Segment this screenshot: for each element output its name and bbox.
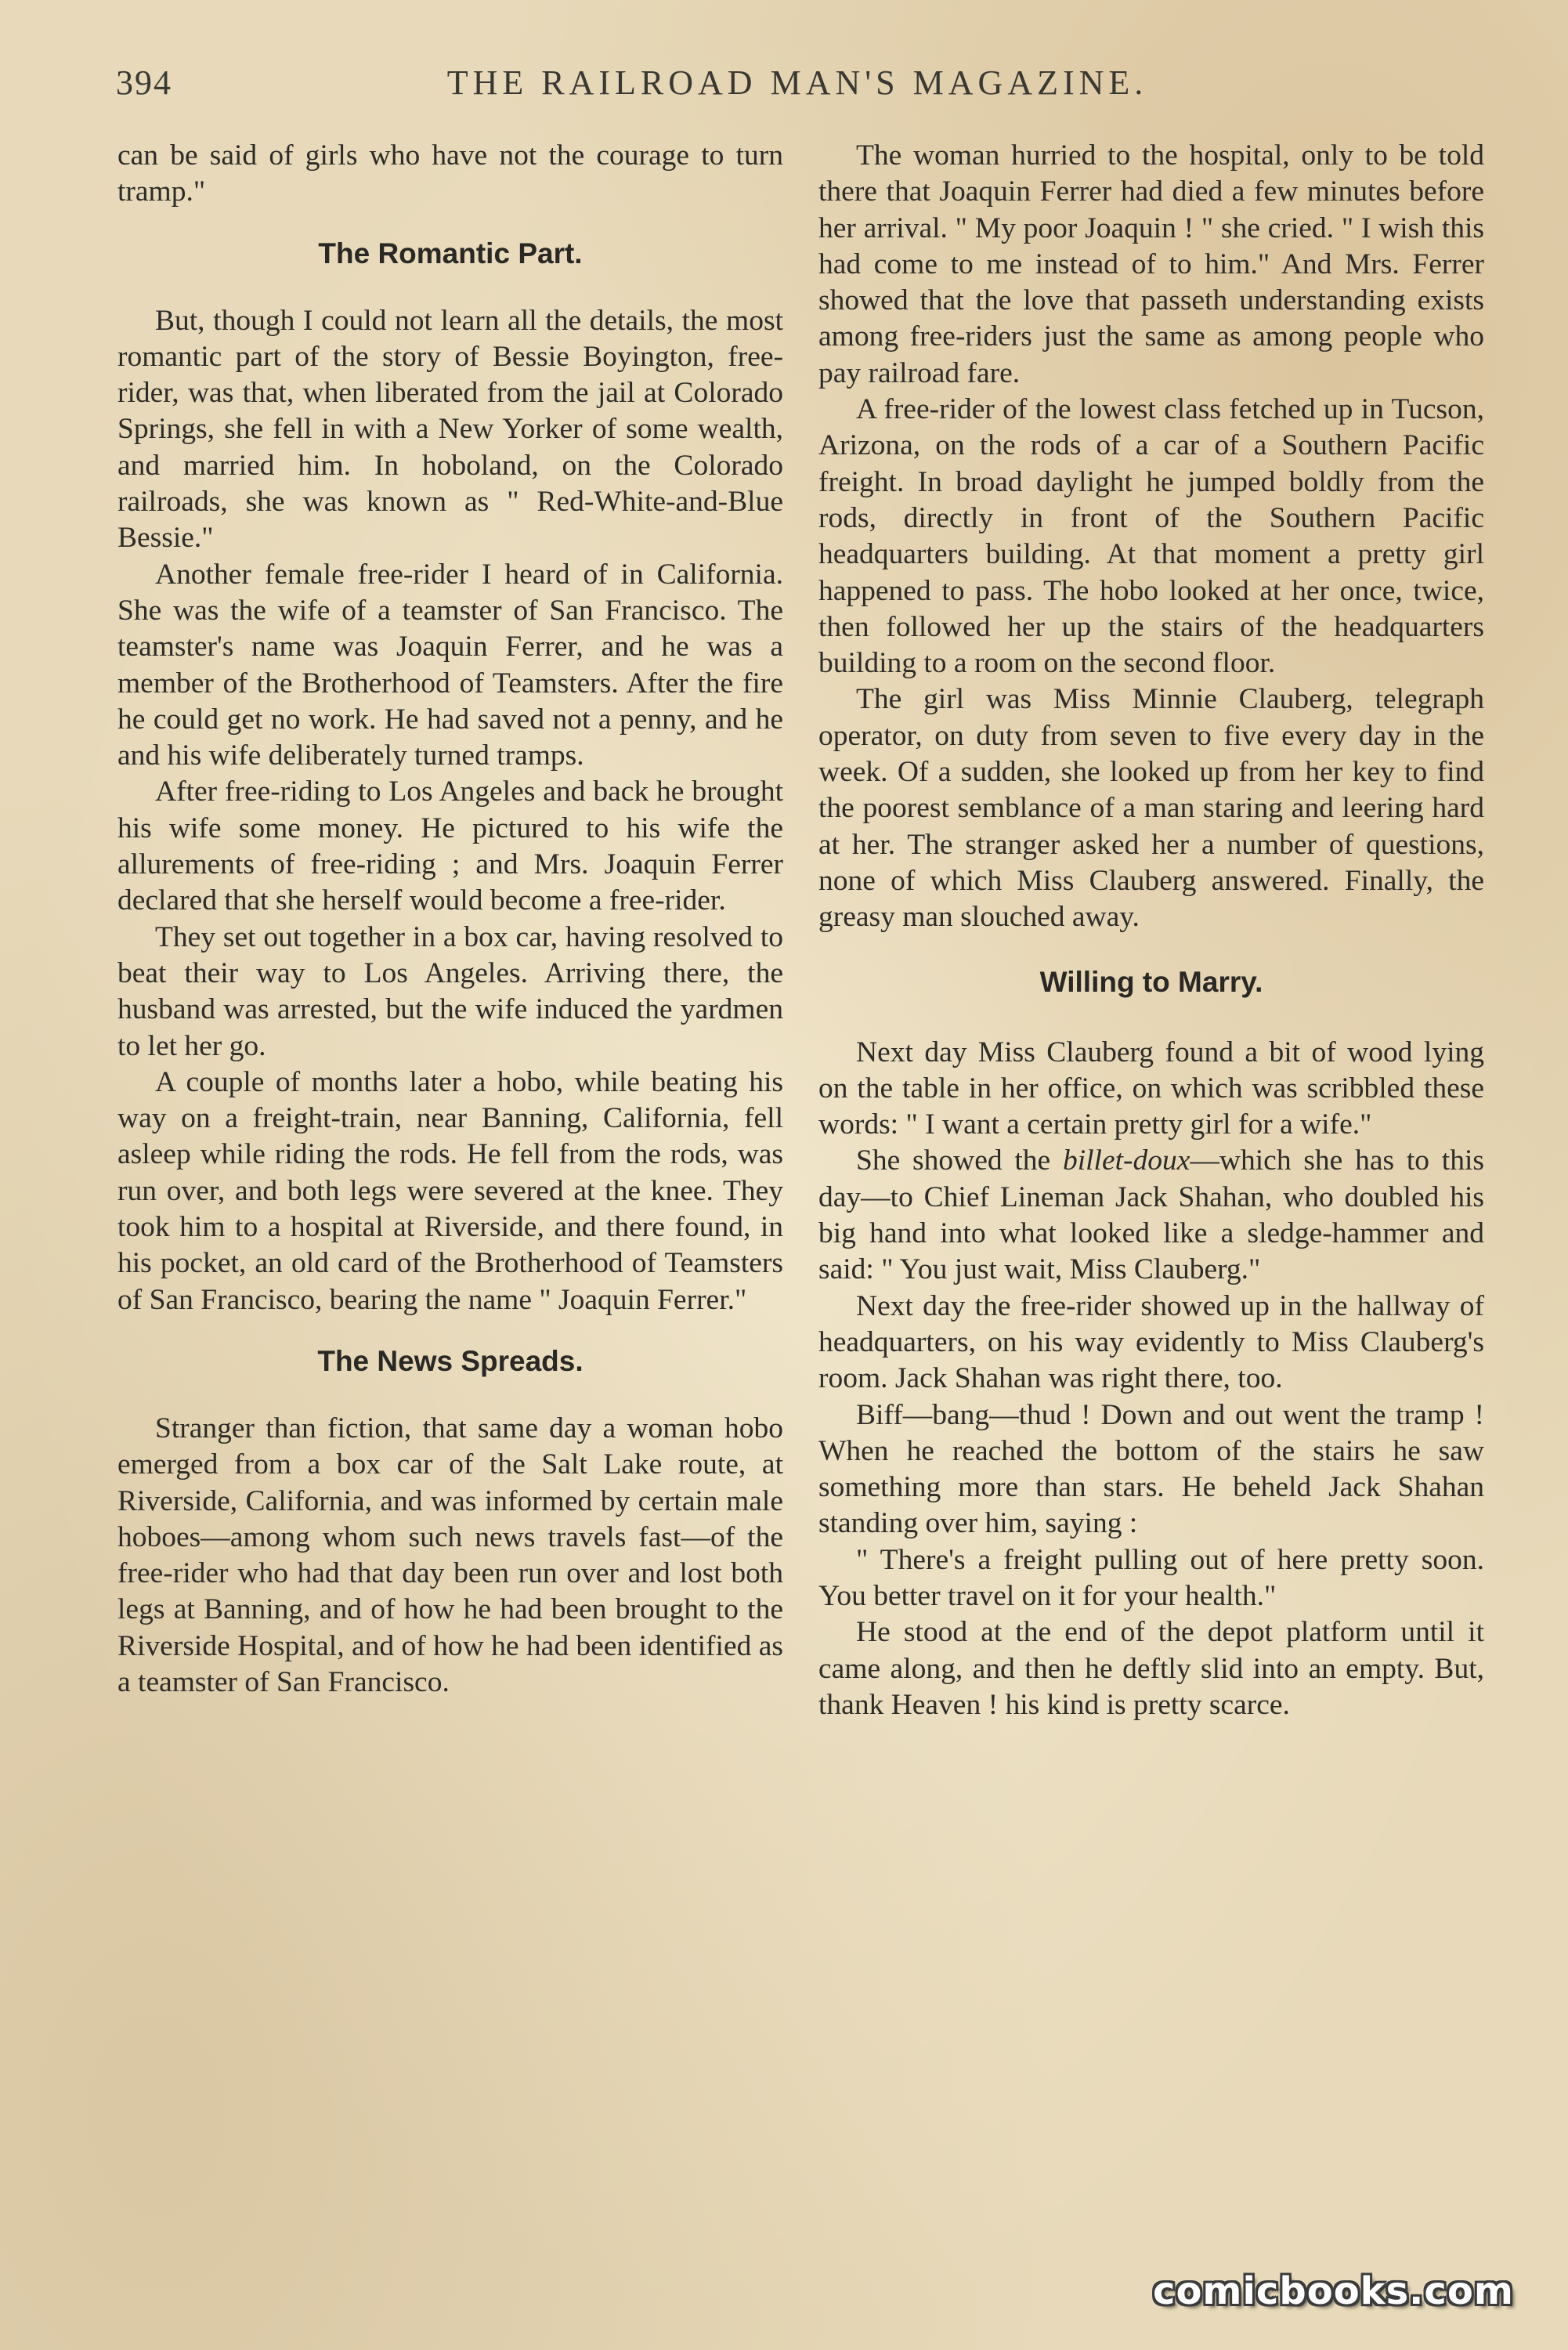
paragraph: Stranger than fiction, that same day a woman hobo emerged from a box car of the Salt Lake route, at Riverside, California, and was informed by certain male hoboes—among whom such news travels fast—of the free-rider who had that day been run over and lost both legs at Banning, and of how he had been brought to the Riverside Hospital, and of how he had been identified as a teamster of San Francisco. (117, 1412, 783, 1698)
paragraph: The woman hurried to the hospital, only to be told there that Joaquin Ferrer had died a few minutes before her arrival. " My poor Joaquin ! " she cried. " I wish this had come to me instead of to him." And Mrs. Ferrer showed that the love that passeth understanding exists among free-riders just the same as among people who pay railroad fare. (818, 139, 1484, 389)
paragraph: They set out together in a box car, having resolved to beat their way to Los Angeles. Arriving there, the husband was arrested, but the wife induced the yardmen to let her go. (117, 920, 783, 1062)
paragraph: The girl was Miss Minnie Clauberg, telegraph operator, on duty from seven to five every day in the week. Of a sudden, she looked up from her key to find the poorest semblance of a man staring and leering hard at her. The stranger asked her a number of questions, none of which Miss Clauberg answered. Finally, the greasy man slouched away. (818, 683, 1484, 934)
page-header (116, 63, 1479, 110)
paragraph: A free-rider of the lowest class fetched up in Tucson, Arizona, on the rods of a car of a Southern Pacific freight. In broad daylight he jumped boldly from the rods, directly in front of the Southern Pacific headquarters building. At that moment a pretty girl happened to pass. The hobo looked at her once, twice, then followed her up the stairs of the headquarters building to a room on the second floor. (818, 393, 1484, 680)
paragraph-text: —which she has to this day—to Chief Lineman Jack Shahan, who doubled his big hand into what looked like a sledge-hammer and said: " You just wait, Miss Clauberg." (818, 1144, 1484, 1286)
paragraph (818, 1143, 1484, 1288)
paragraph: After free-riding to Los Angeles and back he brought his wife some money. He pictured to his wife the allurements of free-riding ; and Mrs. Joaquin Ferrer declared that she herself would become a free-rider. (117, 776, 783, 917)
section-heading-romantic-part: The Romantic Part. (318, 237, 583, 269)
section-heading-news-spreads: The News Spreads. (317, 1344, 583, 1377)
paragraph: He stood at the end of the depot platform until it came along, and then he deftly slid into an empty. But, thank Heaven ! his kind is pretty scarce. (818, 1616, 1484, 1721)
paragraph: A couple of months later a hobo, while beating his way on a freight-train, near Banning, California, fell asleep while riding the rods. He fell from the rods, was run over, and both legs were severed at the knee. They took him to a hospital at Riverside, and there found, in his pocket, an old card of the Brotherhood of Teamsters of San Francisco, bearing the name " Joaquin Ferrer." (117, 1065, 783, 1316)
page-number: 394 (116, 63, 172, 102)
paragraph-text: She showed the (856, 1144, 1063, 1177)
paragraph: can be said of girls who have not the courage to turn tramp." (117, 139, 783, 208)
magazine-title: THE RAILROAD MAN'S MAGAZINE. (446, 63, 1148, 102)
paragraph: But, though I could not learn all the details, the most romantic part of the story of Bessie Boyington, free-rider, was that, when liberated from the jail at Colorado Springs, she fell in with a New Yorker of some wealth, and married him. In hoboland, on the Colorado railroads, she was known as " Red-White-and-Blue Bessie." (117, 304, 783, 555)
paragraph: " There's a freight pulling out of here pretty soon. You better travel on it for your health." (818, 1543, 1484, 1612)
section-heading-willing-to-marry: Willing to Marry. (1039, 965, 1263, 998)
right-column (818, 138, 1484, 1723)
left-column (117, 138, 783, 1701)
paragraph: Next day the free-rider showed up in the hallway of headquarters, on his way evidently to Miss Clauberg's room. Jack Shahan was right there, too. (818, 1289, 1484, 1395)
italic-phrase: billet-doux (1062, 1144, 1190, 1177)
paragraph: Next day Miss Clauberg found a bit of wood lying on the table in her office, on which was scribbled these words: " I want a certain pretty girl for a wife." (818, 1036, 1484, 1141)
watermark-logo: comicbooks.com (1153, 2269, 1514, 2313)
paragraph: Biff—bang—thud ! Down and out went the tramp ! When he reached the bottom of the stairs he saw something more than stars. He beheld Jack Shahan standing over him, saying : (818, 1398, 1484, 1540)
paragraph: Another female free-rider I heard of in California. She was the wife of a teamster of San Francisco. The teamster's name was Joaquin Ferrer, and he was a member of the Brotherhood of Teamsters. After the fire he could get no work. He had saved not a penny, and he and his wife deliberately turned tramps. (117, 558, 783, 772)
